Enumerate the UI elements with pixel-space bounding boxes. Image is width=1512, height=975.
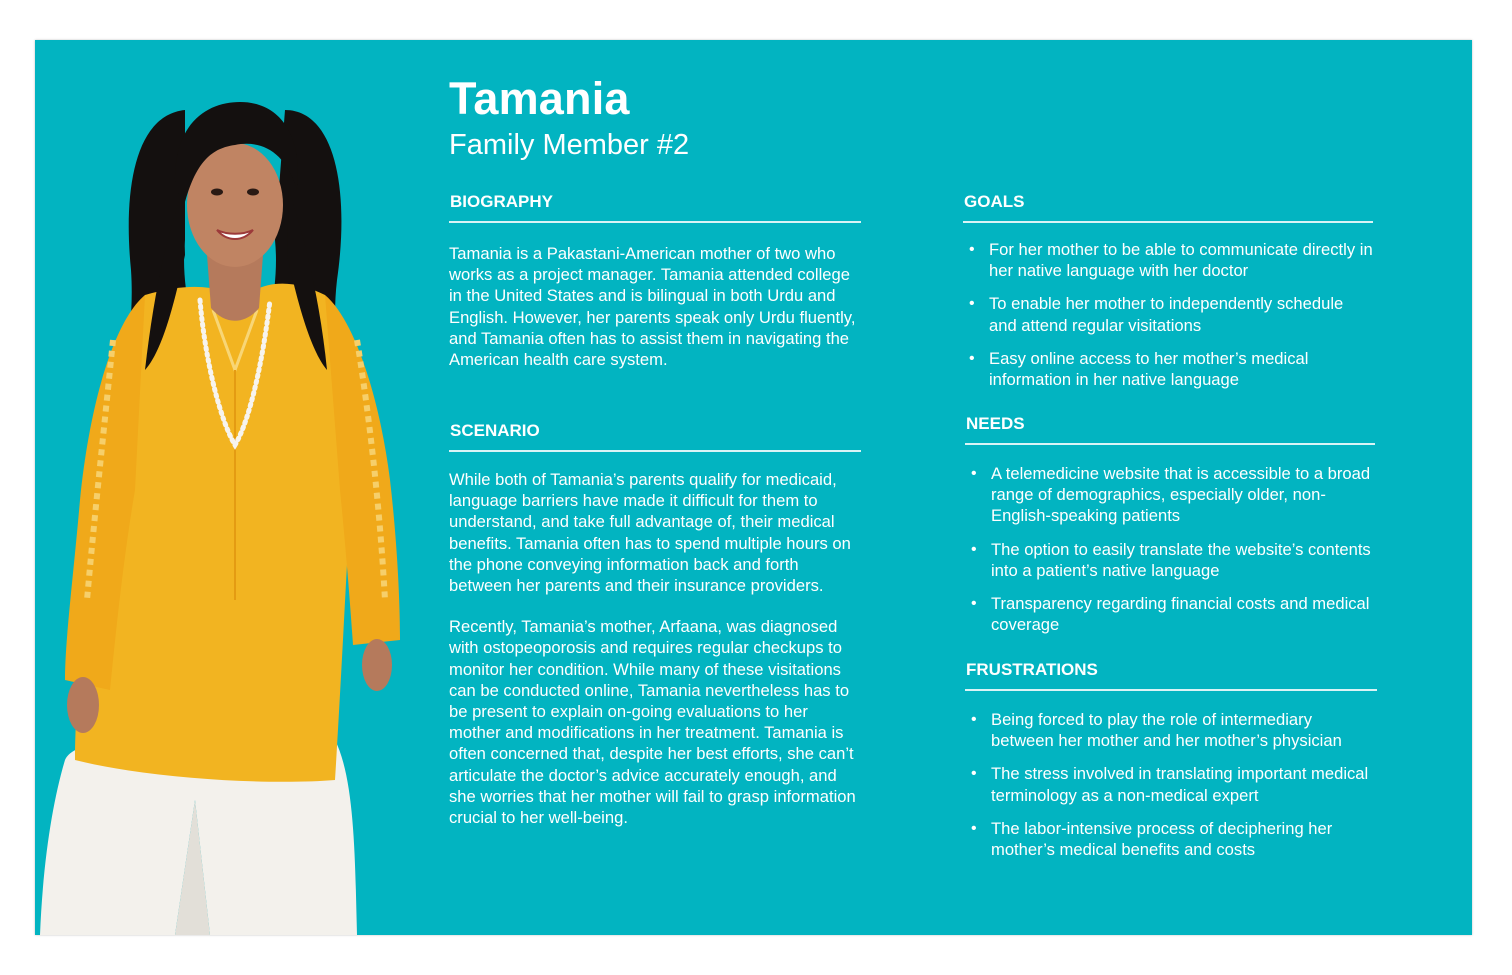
list-item <box>963 239 1373 281</box>
goals-heading: GOALS <box>964 192 1025 211</box>
bullet-icon: • <box>971 540 977 558</box>
biography-heading: BIOGRAPHY <box>450 192 553 211</box>
persona-photo <box>35 40 455 935</box>
scenario-paragraph: While both of Tamania’s parents qualify for medicaid, language barriers have made it difficult for them to understand, and take full advantage of, their medical benefits. Tamania often has to spend multiple hours on the phone conveying information back and forth between her parents and their insurance providers. <box>449 470 851 596</box>
bullet-icon: • <box>971 595 977 613</box>
needs-divider <box>965 443 1375 445</box>
frustration-text: Being forced to play the role of intermediary between her mother and her mother’s physician <box>991 710 1342 751</box>
bullet-icon: • <box>971 711 977 728</box>
needs-list <box>965 463 1375 635</box>
frustration-text: The stress involved in translating important medical terminology as a non-medical expert <box>991 764 1369 805</box>
bullet-icon: • <box>969 349 975 367</box>
list-item <box>963 348 1373 390</box>
list-item <box>965 539 1375 581</box>
need-text: Transparency regarding financial costs and medical coverage <box>991 594 1370 635</box>
scenario-section <box>449 420 861 828</box>
bullet-icon: • <box>971 765 977 783</box>
goals-section <box>963 191 1373 390</box>
frustrations-section <box>965 659 1377 860</box>
list-item <box>965 593 1375 635</box>
needs-section <box>965 413 1375 635</box>
bullet-icon: • <box>969 295 975 313</box>
bullet-icon: • <box>971 465 977 482</box>
need-text: A telemedicine website that is accessible to a broad range of demographics, especially older, non-English-speaking patients <box>991 464 1371 526</box>
frustrations-divider <box>965 689 1377 691</box>
biography-text: Tamania is a Pakastani-American mother of two who works as a project manager. Tamania attended college in the United States and is bilingual in both Urdu and English. However, her parents speak only Urdu fluently, and Tamania often has to assist them in navigating the American health care system. <box>449 244 856 370</box>
persona-photo-icon <box>35 40 455 935</box>
frustration-text: The labor-intensive process of deciphering her mother’s medical benefits and costs <box>991 818 1333 860</box>
list-item <box>965 709 1377 751</box>
need-text: The option to easily translate the website’s contents into a patient’s native language <box>991 539 1371 580</box>
needs-heading: NEEDS <box>966 414 1025 433</box>
scenario-divider <box>449 450 861 452</box>
goal-text: For her mother to be able to communicate directly in her native language with her doctor <box>989 240 1373 281</box>
goal-text: To enable her mother to independently schedule and attend regular visitations <box>989 294 1344 335</box>
goals-list <box>963 239 1373 390</box>
biography-section <box>449 191 861 370</box>
scenario-heading: SCENARIO <box>450 421 540 440</box>
goal-text: Easy online access to her mother’s medical information in her native language <box>989 348 1309 390</box>
list-item <box>963 293 1373 335</box>
persona-role: Family Member #2 <box>449 129 690 161</box>
bullet-icon: • <box>971 819 977 837</box>
frustrations-list <box>965 709 1377 860</box>
list-item <box>965 463 1375 527</box>
persona-card <box>35 40 1472 935</box>
biography-divider <box>449 221 861 223</box>
scenario-paragraph: Recently, Tamania’s mother, Arfaana, was diagnosed with ostopeoporosis and requires regular checkups to monitor her condition. While many of these visitations can be conducted online, Tamania nevertheless has to be present to explain on-going evaluations to her mother and modifications in her treatment. Tamania is often concerned that, despite her best efforts, she can’t articulate the doctor’s advice accurately enough, and she worries that her mother will fail to grasp information crucial to her well-being. <box>449 617 856 828</box>
list-item <box>965 818 1377 860</box>
persona-name: Tamania <box>449 73 630 124</box>
bullet-icon: • <box>969 241 975 258</box>
list-item <box>965 763 1377 805</box>
frustrations-heading: FRUSTRATIONS <box>966 660 1098 679</box>
goals-divider <box>963 221 1373 223</box>
